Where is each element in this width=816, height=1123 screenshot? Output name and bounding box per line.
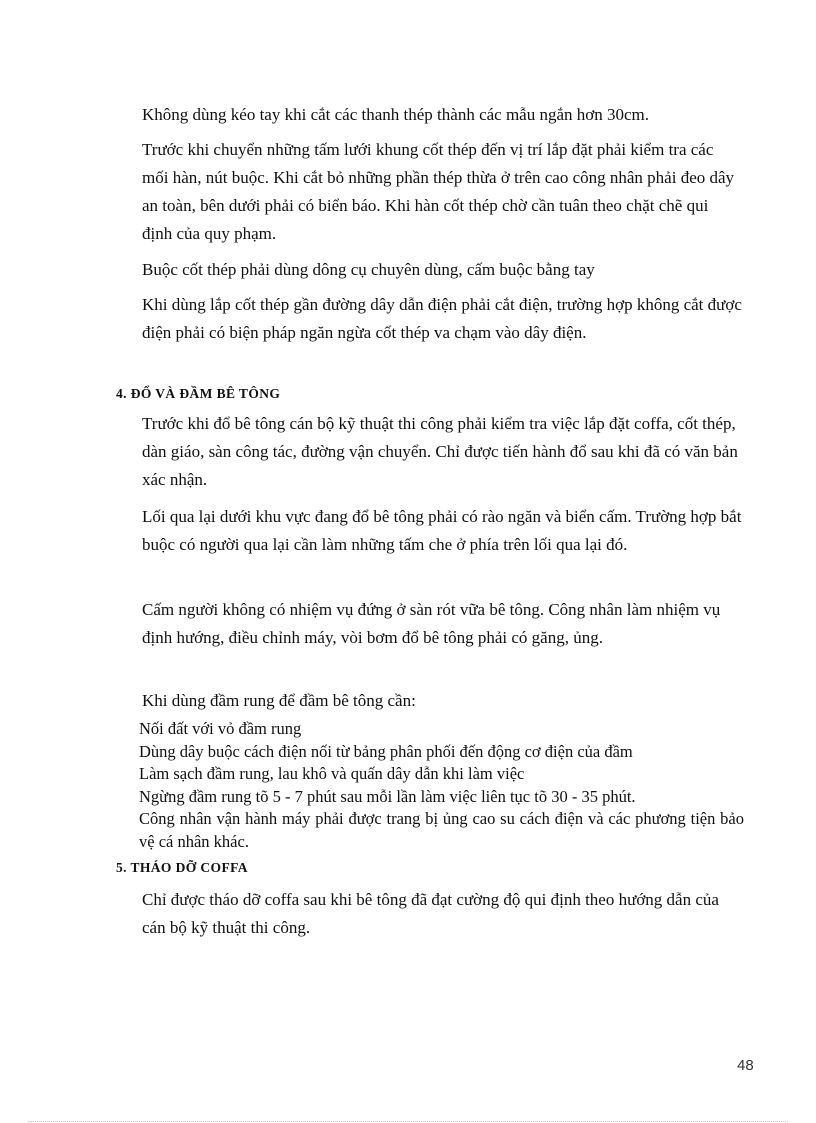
list-item: Công nhân vận hành máy phải được trang bị ủng cao su cách điện và các phương tiện bảo vệ cá nhân khác. bbox=[139, 809, 744, 851]
paragraph: Buộc cốt thép phải dùng dông cụ chuyên dùng, cấm buộc bằng tay bbox=[142, 260, 595, 279]
list-item: Làm sạch đầm rung, lau khô và quấn dây dẫn khi làm việc bbox=[139, 764, 525, 783]
section-heading: 5. THÁO DỠ COFFA bbox=[116, 860, 248, 875]
list-item: Dùng dây buộc cách điện nối từ bảng phân phối đến động cơ điện của đầm bbox=[139, 741, 633, 761]
paragraph: Trước khi chuyển những tấm lưới khung cốt thép đến vị trí lắp đặt phải kiểm tra các mối hàn, nút buộc. Khi cắt bỏ những phần thép thừa ở trên cao công nhân phải đeo dây an toàn, bên dưới phải có biển báo. Khi hàn cốt thép chờ cần tuân theo chặt chẽ qui định của quy phạm. bbox=[142, 140, 735, 243]
page-bottom-divider bbox=[28, 1121, 788, 1122]
paragraph: Khi dùng lắp cốt thép gần đường dây dẫn điện phải cắt điện, trường hợp không cắt được điện phải có biện pháp ngăn ngừa cốt thép va chạm vào dây điện. bbox=[142, 295, 742, 342]
paragraph: Trước khi đổ bê tông cán bộ kỹ thuật thi công phải kiểm tra việc lắp đặt coffa, cốt thép, dàn giáo, sàn công tác, đường vận chuyển. Chỉ được tiến hành đổ sau khi đã có văn bản xác nhận. bbox=[142, 414, 738, 489]
paragraph: Lối qua lại dưới khu vực đang đổ bê tông phải có rào ngăn và biển cấm. Trường hợp bắt buộc có người qua lại cần làm những tấm che ở phía trên lối qua lại đó. bbox=[142, 507, 742, 554]
list-item: Ngừng đầm rung tõ 5 - 7 phút sau mỗi lần làm việc liên tục tõ 30 - 35 phút. bbox=[139, 786, 636, 806]
section-heading: 4. ĐỔ VÀ ĐẦM BÊ TÔNG bbox=[116, 386, 281, 401]
requirements-list bbox=[139, 718, 744, 853]
paragraph: Cấm người không có nhiệm vụ đứng ở sàn rót vữa bê tông. Công nhân làm nhiệm vụ định hướng, điều chỉnh máy, vòi bơm đổ bê tông phải có găng, ủng. bbox=[142, 600, 721, 647]
paragraph: Khi dùng đầm rung để đầm bê tông cần: bbox=[142, 691, 416, 710]
page-number: 48 bbox=[737, 1057, 754, 1074]
list-item: Nối đất với vỏ đầm rung bbox=[139, 719, 302, 738]
paragraph: Chỉ được tháo dỡ coffa sau khi bê tông đã đạt cường độ qui định theo hướng dẫn của cán bộ kỹ thuật thi công. bbox=[142, 890, 719, 937]
paragraph: Không dùng kéo tay khi cắt các thanh thép thành các mẫu ngắn hơn 30cm. bbox=[142, 105, 650, 124]
